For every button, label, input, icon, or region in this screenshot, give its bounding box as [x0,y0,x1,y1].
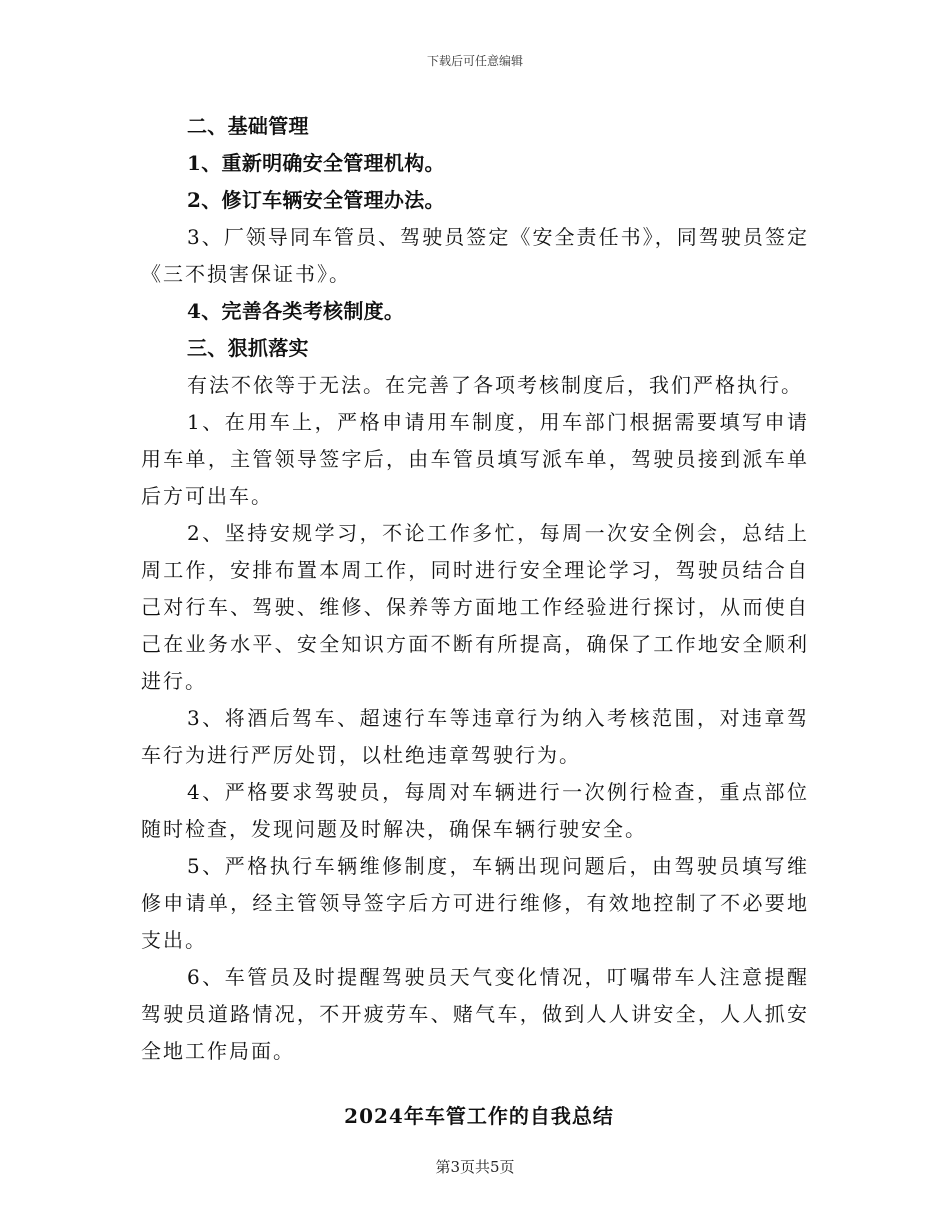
section-heading-implementation: 三、狠抓落实 [187,336,309,360]
paragraph: 2、坚持安规学习，不论工作多忙，每周一次安全例会，总结上周工作，安排布置本周工作，同时进行安全理论学习，驾驶员结合自己对行车、驾驶、维修、保养等方面地工作经验进行探讨，从而使自己在业务水平、安全知识方面不断有所提高，确保了工作地安全顺利进行。 [141,521,809,693]
spacer [141,1070,809,1098]
page-header-note: 下载后可任意编辑 [426,54,523,68]
document-title: 2024年车管工作的自我总结 [344,1104,614,1128]
section-heading-basic-management: 二、基础管理 [187,114,309,138]
paragraph: 有法不依等于无法。在完善了各项考核制度后，我们严格执行。 [187,373,803,397]
document-body [141,108,809,1135]
page-number: 第3页共5页 [435,1158,515,1176]
list-item: 4、完善各类考核制度。 [187,299,405,323]
paragraph: 6、车管员及时提醒驾驶员天气变化情况，叮嘱带车人注意提醒驾驶员道路情况，不开疲劳车、赌气车，做到人人讲安全，人人抓安全地工作局面。 [141,965,809,1063]
paragraph: 4、严格要求驾驶员，每周对车辆进行一次例行检查，重点部位随时检查，发现问题及时解决，确保车辆行驶安全。 [141,780,809,841]
list-item: 2、修订车辆安全管理办法。 [187,188,445,212]
paragraph: 3、将酒后驾车、超速行车等违章行为纳入考核范围，对违章驾车行为进行严厉处罚，以杜绝违章驾驶行为。 [141,706,809,767]
paragraph: 1、在用车上，严格申请用车制度，用车部门根据需要填写申请用车单，主管领导签字后，由车管员填写派车单，驾驶员接到派车单后方可出车。 [141,410,809,508]
list-item: 1、重新明确安全管理机构。 [187,151,445,175]
paragraph: 5、严格执行车辆维修制度，车辆出现问题后，由驾驶员填写维修申请单，经主管领导签字后方可进行维修，有效地控制了不必要地支出。 [141,854,809,952]
paragraph: 3、厂领导同车管员、驾驶员签定《安全责任书》，同驾驶员签定《三不损害保证书》。 [141,225,809,286]
